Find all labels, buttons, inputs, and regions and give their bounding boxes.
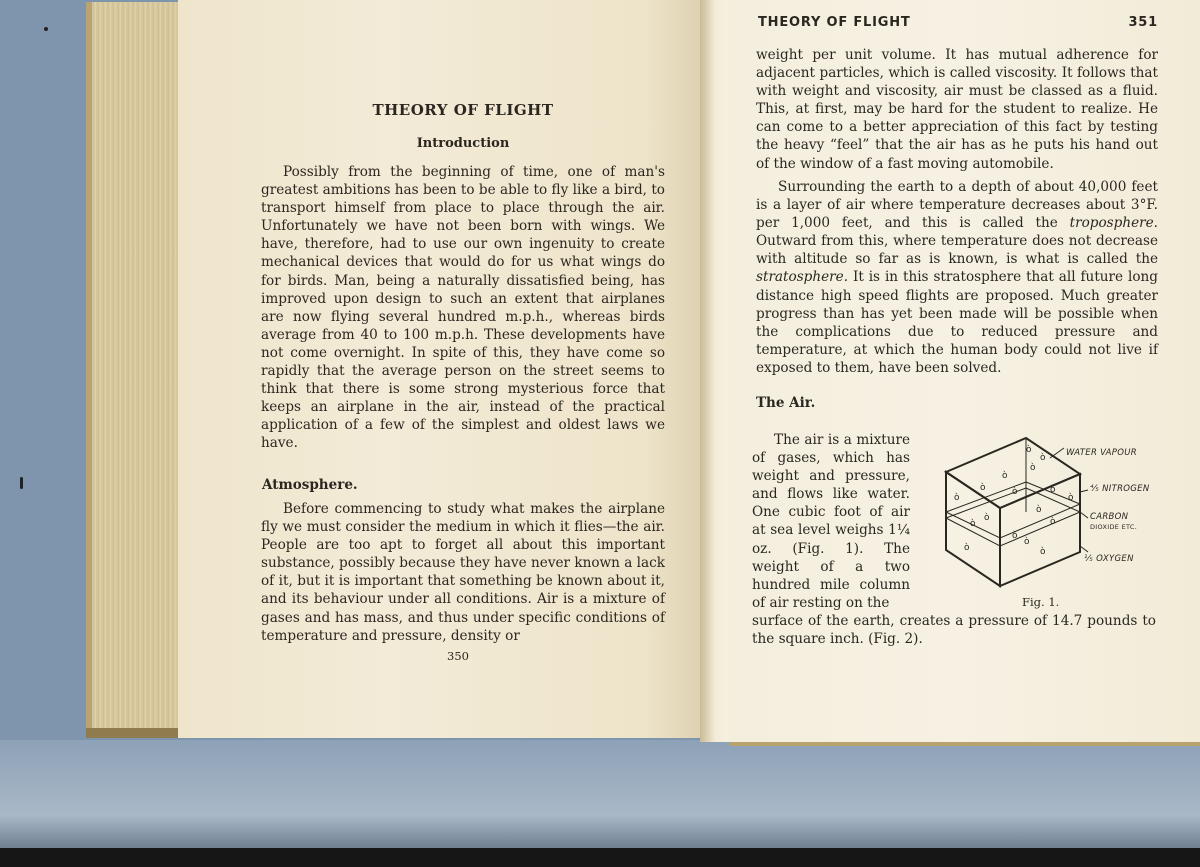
atmosphere-heading: Atmosphere. [262,477,358,493]
svg-text:ò: ò [1036,505,1042,515]
term-stratosphere: stratosphere. [756,269,849,286]
label-nitrogen: ⁴⁄₅ NITROGEN [1090,484,1150,494]
label-oxygen: ¹⁄₅ OXYGEN [1084,554,1134,564]
book-page-edges [86,2,182,730]
svg-text:ò: ò [954,493,960,503]
troposphere-text-c: It is in this stratosphere that all future long distance high speed flights are proposed. Much greater progress than has yet been made will be possible when the complications due to reduced pressure and temperature, at which the human body could not live if exposed to them, have been solved. [756,269,1158,376]
air-heading: The Air. [756,395,816,411]
running-head [758,15,1158,30]
atmosphere-paragraph: Before commencing to study what makes the airplane fly we must consider the medium in which it flies—the air. People are too apt to forget all about this important substance, possibly because they have never known a lack of it, but it is important that something be known about it, and its behaviour under all conditions. Air is a mixture of gases and has mass, and thus under specific conditions of temperature and pressure, density or [261,501,665,644]
troposphere-paragraph [756,178,1158,377]
svg-text:ò: ò [1068,493,1074,503]
running-head-title: THEORY OF FLIGHT [758,15,911,30]
svg-text:ò: ò [1040,453,1046,463]
troposphere-text-b: Outward from this, where temperature does not decrease with altitude so far as is known, is what is called the [756,233,1158,268]
svg-text:ò: ò [1026,445,1032,455]
figure-caption: Fig. 1. [1022,595,1060,609]
viscosity-paragraph: weight per unit volume. It has mutual adherence for adjacent particles, which is called viscosity. It follows that with weight and viscosity, air must be classed as a fluid. This, at first, may be hard for the student to realize. He can come to a better appreciation of this fact by testing the heavy “feel” that the air has as he puts his hand out of the window of a fast moving automobile. [756,47,1158,172]
label-carbon-dioxide-line1: CARBON [1090,512,1129,522]
chapter-title: THEORY OF FLIGHT [372,101,554,119]
table-edge [0,848,1200,867]
svg-text:ò: ò [1050,485,1056,495]
svg-text:ò: ò [1040,547,1046,557]
svg-text:ò: ò [964,543,970,553]
svg-text:ò: ò [1030,463,1036,473]
page-number-right: 351 [1128,15,1158,30]
label-water-vapour: WATER VAPOUR [1066,448,1137,458]
svg-text:ò: ò [1002,471,1008,481]
scan-speck [20,477,23,489]
term-troposphere: troposphere. [1069,215,1158,232]
svg-text:ò: ò [1012,531,1018,541]
svg-text:ò: ò [984,513,990,523]
page-number-left: 350 [447,649,469,663]
svg-text:ò: ò [980,483,986,493]
troposphere-text-a: Surrounding the earth to a depth of about 40,000 feet is a layer of air where temperature decreases about 3°F. per 1,000 feet, and this is called the [756,179,1158,232]
scan-speck [44,27,48,31]
svg-text:ò: ò [1024,537,1030,547]
label-carbon-dioxide-line2: DIOXIDE ETC. [1090,523,1138,531]
book-gutter [700,0,728,742]
svg-text:ò: ò [1050,517,1056,527]
air-paragraph-wide: surface of the earth, creates a pressure of 14.7 pounds to the square inch. (Fig. 2). [752,613,1156,648]
intro-paragraph: Possibly from the beginning of time, one of man's greatest ambitions has been to be able to fly like a bird, to transport himself from place to place through the air. Unfortunately we have not been born with wings. We have, therefore, had to use our own ingenuity to create mechanical devices that would do for us what wings do for birds. Man, being a naturally dissatisfied being, has improved upon design to such an extent that airplanes are now flying several hundred m.p.h., whereas birds average from 40 to 100 m.p.h. These developments have not come overnight. In spite of this, they have come so rapidly that the average person on the street seems to think that there is some strong mysterious force that keeps an airplane in the air, instead of the practical application of a few of the simplest and oldest laws we have. [261,164,665,452]
svg-text:ò: ò [970,519,976,529]
svg-text:ò: ò [1012,487,1018,497]
section-title: Introduction [416,136,510,151]
air-paragraph-narrow: The air is a mixture of gases, which has weight and pressure, and flows like water. One cubic foot of air at sea level weighs 1¼ oz. (Fig. 1). The weight of a two hundred mile column of air resting on the [752,432,910,611]
backdrop [0,740,1200,848]
